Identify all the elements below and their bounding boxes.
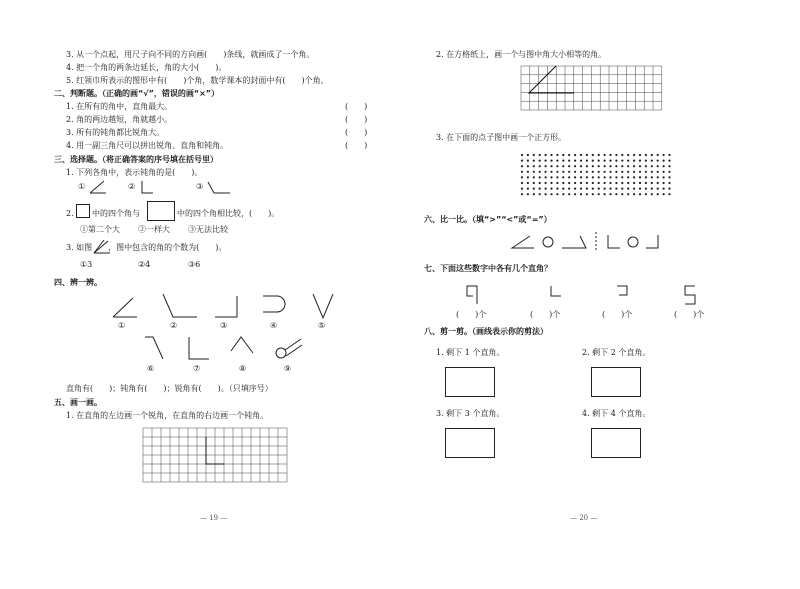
angle-label-3: ③: [220, 321, 228, 330]
choice-2-mid: 中的四个角与: [92, 209, 140, 218]
angle-row-1: [105, 292, 345, 320]
obtuse-angle-figure: [88, 180, 108, 194]
right-angle-figure: [140, 180, 154, 194]
compare-figures: [508, 232, 678, 252]
draw-1: 1. 在直角的左边画一个锐角，在直角的右边画一个钝角。: [66, 411, 269, 420]
choice-3-opt-1: ①3: [80, 260, 93, 269]
judge-2: 2. 角的两边越短，角就越小。: [66, 115, 173, 124]
cut-2: 2. 剩下 2 个直角。: [582, 348, 651, 357]
judge-1: 1. 在所有的角中，直角最大。: [66, 102, 173, 111]
angle-label-7: ⑦: [193, 364, 201, 373]
item-3: 3. 从一个点起，用尺子向不同的方向画( )条线，就画成了一个角。: [66, 50, 315, 59]
judge-bracket-4[interactable]: ( ): [345, 141, 368, 150]
digit-5-count[interactable]: ( )个: [674, 310, 705, 319]
judge-4: 4. 用一副三角尺可以拼出锐角、直角和钝角。: [66, 141, 229, 150]
choice-1: 1. 下列各角中，表示钝角的是( )。: [66, 168, 203, 177]
angle-label-5: ⑤: [318, 321, 326, 330]
choice-1-opt-3: ③: [196, 182, 204, 191]
angle-label-9: ⑨: [284, 364, 292, 373]
choice-2-opt-2: ②一样大: [138, 225, 170, 234]
choice-2-opt-3: ③无法比较: [188, 225, 228, 234]
choice-2-opt-1: ①第二个大: [80, 225, 120, 234]
page-number-left: — 19 —: [200, 514, 228, 522]
section-5-title: 五、画一画。: [54, 398, 102, 407]
choice-2-prefix: 2.: [66, 209, 74, 218]
dot-grid[interactable]: [520, 153, 672, 196]
angle-row-2: [135, 333, 325, 363]
item-4: 4. 把一个角的两条边延长，角的大小( )。: [66, 63, 227, 72]
draw-3: 3. 在下面的点子图中画一个正方形。: [436, 133, 567, 142]
classify-answer: 直角有( )；钝角有( )；锐角有( )。（只填序号）: [66, 384, 273, 393]
rectangle-cut-4[interactable]: [591, 428, 641, 458]
cut-3: 3. 剩下 3 个直角。: [436, 409, 505, 418]
angle-label-6: ⑥: [147, 364, 155, 373]
angle-label-2: ②: [170, 321, 178, 330]
choice-2-end: 中的四个角相比较，( )。: [177, 209, 280, 218]
digit-glyphs: [465, 284, 705, 306]
small-square: [76, 204, 90, 218]
given-angle: [529, 66, 574, 93]
judge-bracket-2[interactable]: ( ): [345, 115, 368, 124]
section-6-title: 六、比一比。（填“>”“<”或“=”）: [424, 215, 552, 224]
angle-rays-figure: [92, 239, 112, 255]
choice-1-opt-1: ①: [78, 182, 86, 191]
section-8-title: 八、剪一剪。（画线表示你的剪法）: [424, 327, 548, 336]
judge-bracket-3[interactable]: ( ): [345, 128, 368, 137]
page-number-right: — 20 —: [570, 514, 598, 522]
choice-3: 3. 如图 ，图中包含的角的个数为( )。: [66, 243, 227, 252]
item-5: 5. 红领巾所表示的图形中有( )个角，数学课本的封面中有( )个角。: [66, 76, 329, 85]
section-7-title: 七、下面这些数字中各有几个直角？: [424, 264, 552, 273]
digit-3-count[interactable]: ( )个: [602, 310, 633, 319]
section-4-title: 四、辨一辨。: [54, 278, 102, 287]
cut-4: 4. 剩下 4 个直角。: [582, 409, 651, 418]
choice-3-opt-2: ②4: [138, 260, 151, 269]
grid-paper-right[interactable]: [521, 66, 663, 111]
obtuse-angle-figure-2: [206, 180, 232, 194]
grid-paper-left[interactable]: [143, 428, 288, 485]
choice-1-opt-2: ②: [128, 182, 136, 191]
judge-bracket-1[interactable]: ( ): [345, 102, 368, 111]
angle-label-8: ⑧: [239, 364, 247, 373]
draw-2: 2. 在方格纸上，画一个与图中角大小相等的角。: [436, 50, 607, 59]
digit-9-count[interactable]: ( )个: [456, 310, 487, 319]
judge-3: 3. 所有的钝角都比锐角大。: [66, 128, 165, 137]
rectangle-cut-1[interactable]: [445, 367, 495, 397]
choice-3-opt-3: ③6: [188, 260, 201, 269]
digit-4-count[interactable]: ( )个: [530, 310, 561, 319]
section-2-title: 二、判断题。（正确的画“√”，错误的画“×”）: [54, 89, 220, 98]
angle-label-1: ①: [118, 321, 126, 330]
rectangle-cut-2[interactable]: [591, 367, 641, 397]
section-3-title: 三、选择题。（将正确答案的序号填在括号里）: [54, 155, 218, 164]
large-square: [147, 201, 175, 221]
rectangle-cut-3[interactable]: [445, 428, 495, 458]
cut-1: 1. 剩下 1 个直角。: [436, 348, 505, 357]
angle-label-4: ④: [270, 321, 278, 330]
